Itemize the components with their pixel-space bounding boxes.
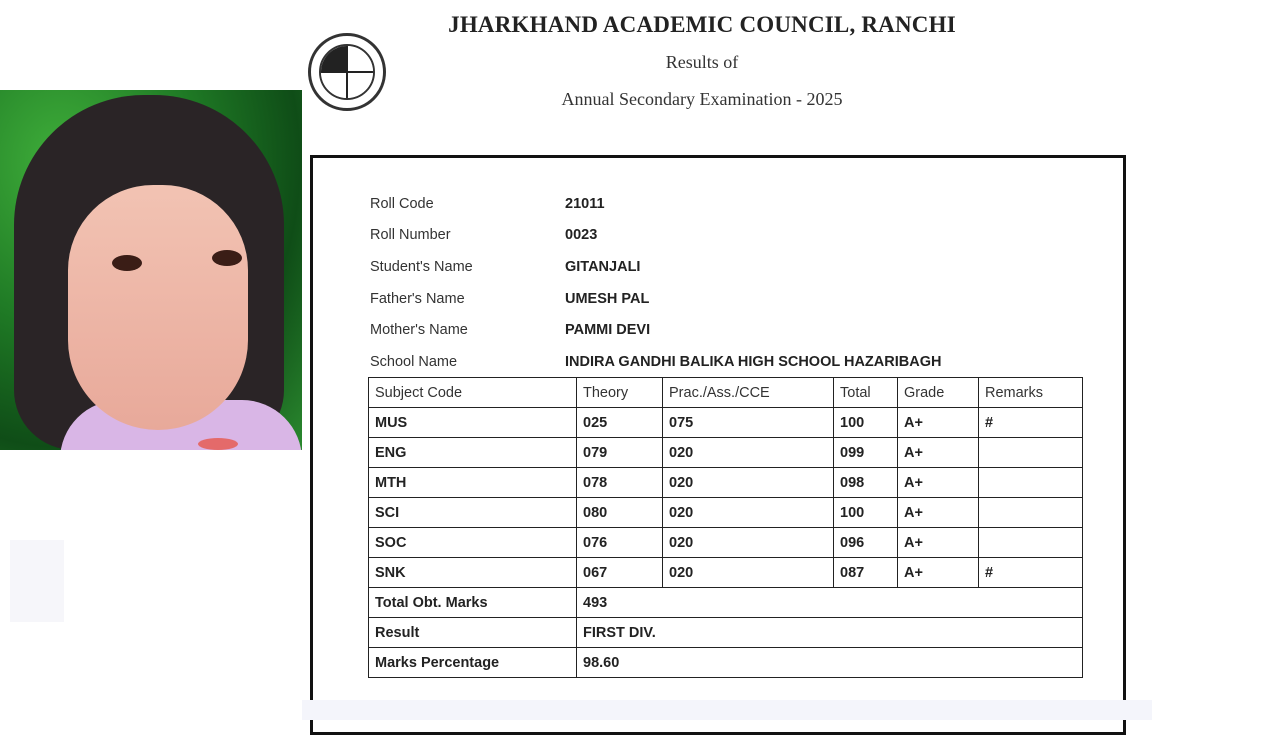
header-theory: Theory	[577, 378, 663, 408]
cell-theory: 079	[577, 438, 663, 468]
info-row-student-name	[370, 251, 941, 283]
cell-total: 087	[834, 558, 898, 588]
info-value: PAMMI DEVI	[565, 322, 651, 339]
cell-grade: A+	[898, 528, 979, 558]
background-smudge	[10, 540, 64, 622]
cell-theory: 076	[577, 528, 663, 558]
info-row-roll-number	[370, 220, 941, 252]
cell-grade: A+	[898, 498, 979, 528]
student-info	[370, 188, 941, 378]
bottom-strip	[302, 700, 1152, 720]
cell-remarks	[979, 528, 1083, 558]
info-row-father-name	[370, 283, 941, 315]
table-row	[369, 558, 1083, 588]
cell-total: 100	[834, 408, 898, 438]
cell-subject: MUS	[369, 408, 577, 438]
summary-label: Marks Percentage	[369, 648, 577, 678]
header-total: Total	[834, 378, 898, 408]
cell-practical: 020	[663, 468, 834, 498]
cell-subject: MTH	[369, 468, 577, 498]
cell-theory: 025	[577, 408, 663, 438]
cell-practical: 020	[663, 438, 834, 468]
cell-total: 100	[834, 498, 898, 528]
result-card	[310, 155, 1126, 735]
exam-name: Annual Secondary Examination - 2025	[561, 89, 843, 109]
summary-label: Result	[369, 618, 577, 648]
cell-theory: 080	[577, 498, 663, 528]
info-value: 0023	[565, 227, 598, 244]
cell-remarks	[979, 438, 1083, 468]
summary-value: 98.60	[577, 648, 1083, 678]
header-subject-code: Subject Code	[369, 378, 577, 408]
cell-remarks: #	[979, 408, 1083, 438]
info-value: INDIRA GANDHI BALIKA HIGH SCHOOL HAZARIBAGH	[565, 353, 942, 370]
info-label: Father's Name	[370, 290, 465, 307]
photo-eye-right	[212, 250, 242, 266]
table-header-row	[369, 378, 1083, 408]
cell-subject: SNK	[369, 558, 577, 588]
info-label: Roll Number	[370, 227, 451, 244]
info-label: Mother's Name	[370, 322, 468, 339]
summary-value: 493	[577, 588, 1083, 618]
marks-table	[368, 377, 1083, 678]
student-photo	[0, 90, 302, 450]
cell-subject: SOC	[369, 528, 577, 558]
info-label: Roll Code	[370, 195, 434, 212]
info-value: UMESH PAL	[565, 290, 650, 307]
info-label: School Name	[370, 353, 458, 370]
table-row	[369, 498, 1083, 528]
summary-row-result	[369, 618, 1083, 648]
info-value: 21011	[565, 195, 605, 212]
cell-practical: 020	[663, 498, 834, 528]
summary-value: FIRST DIV.	[577, 618, 1083, 648]
cell-practical: 020	[663, 528, 834, 558]
summary-row-percentage	[369, 648, 1083, 678]
cell-grade: A+	[898, 468, 979, 498]
photo-eye-left	[112, 255, 142, 271]
cell-theory: 067	[577, 558, 663, 588]
cell-subject: ENG	[369, 438, 577, 468]
cell-grade: A+	[898, 558, 979, 588]
info-row-school-name	[370, 346, 941, 378]
table-row	[369, 528, 1083, 558]
cell-grade: A+	[898, 438, 979, 468]
cell-theory: 078	[577, 468, 663, 498]
header-practical: Prac./Ass./CCE	[663, 378, 834, 408]
table-row	[369, 438, 1083, 468]
results-of-label: Results of	[665, 52, 739, 72]
cell-practical: 075	[663, 408, 834, 438]
info-label: Student's Name	[370, 258, 473, 275]
header-grade: Grade	[898, 378, 979, 408]
cell-grade: A+	[898, 408, 979, 438]
info-row-mother-name	[370, 314, 941, 346]
header-remarks: Remarks	[979, 378, 1083, 408]
page-title: JHARKHAND ACADEMIC COUNCIL, RANCHI	[448, 12, 956, 37]
council-emblem-icon	[308, 33, 386, 111]
table-row	[369, 468, 1083, 498]
cell-total: 098	[834, 468, 898, 498]
info-value: GITANJALI	[565, 258, 641, 275]
photo-lips	[198, 438, 238, 450]
cell-subject: SCI	[369, 498, 577, 528]
cell-remarks	[979, 498, 1083, 528]
info-row-roll-code	[370, 188, 941, 220]
cell-practical: 020	[663, 558, 834, 588]
table-row	[369, 408, 1083, 438]
cell-total: 099	[834, 438, 898, 468]
summary-row-total-marks	[369, 588, 1083, 618]
cell-total: 096	[834, 528, 898, 558]
summary-label: Total Obt. Marks	[369, 588, 577, 618]
photo-face	[68, 185, 248, 430]
cell-remarks: #	[979, 558, 1083, 588]
cell-remarks	[979, 468, 1083, 498]
